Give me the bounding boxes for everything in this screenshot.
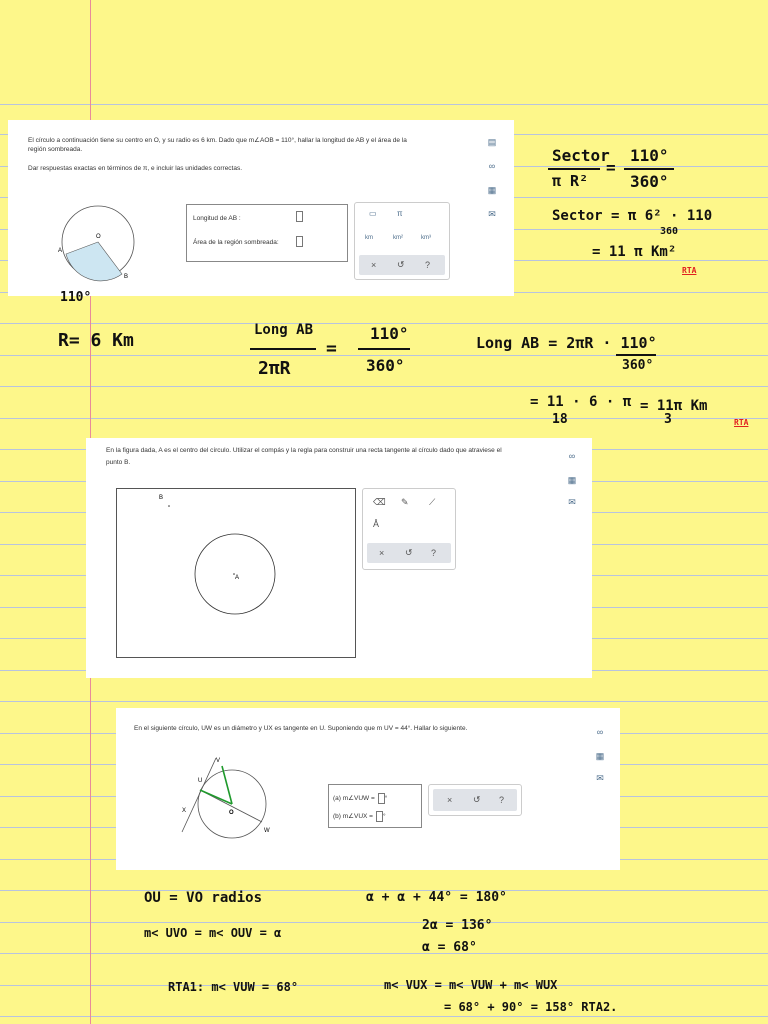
label-x: X (182, 808, 187, 814)
degree-symbol: ° (382, 813, 386, 821)
question-text-line2: punto B. (106, 459, 131, 466)
hw-sector-line: Sector = π 6² · 110 (552, 208, 713, 224)
fraction-key[interactable]: ▭ (369, 209, 377, 218)
hw-long-ab: Long AB (254, 322, 314, 338)
hw-frac-line (548, 168, 600, 170)
answer-box (186, 204, 348, 262)
hw-frac-110: 110° (370, 324, 409, 343)
mail-icon[interactable]: ✉ (568, 497, 576, 507)
help-button[interactable]: ? (425, 260, 431, 270)
hw-long-calc-den: 18 (552, 412, 568, 427)
hw-r-eq: R= 6 Km (58, 330, 134, 351)
label-b: B (124, 274, 129, 280)
hw-frac-line (624, 168, 674, 170)
undo-button[interactable]: ↺ (405, 547, 413, 558)
longitud-input[interactable] (296, 211, 303, 222)
math-keypad (354, 202, 450, 280)
hw-long-den: 360° (622, 358, 654, 373)
answer-a-row (333, 793, 387, 804)
mail-icon[interactable]: ✉ (488, 209, 496, 219)
hw-frac-line (358, 348, 410, 350)
label-b: B (159, 495, 164, 501)
answer-a-label: (a) m∠VUW = (333, 795, 375, 803)
question-text-line1: El círculo a continuación tiene su centro en O, y su radio es 6 km. Dado que m∠AOB = 110°, hallar la longitud de AB y el área de la (28, 137, 407, 144)
hw-frac-line (250, 348, 316, 350)
hw-sector-result: = 11 π Km² (592, 244, 677, 260)
answer-b-row (333, 811, 386, 822)
compass-icon[interactable]: Å (373, 519, 380, 529)
hw-pi-r2: π R² (552, 172, 589, 190)
construction-figure (117, 489, 355, 657)
problem-card-diameter (116, 708, 620, 870)
keypad-action-bar (359, 255, 445, 275)
answer-a-input[interactable] (378, 793, 385, 804)
label-w: W (264, 828, 270, 834)
km2-key[interactable]: km² (393, 235, 403, 241)
hw-long-calc-left: = 11 · 6 · π (530, 394, 632, 410)
point-a (233, 573, 235, 575)
glasses-icon[interactable]: ∞ (596, 727, 604, 737)
clear-button[interactable]: × (371, 260, 377, 270)
hw-alpha-val: α = 68° (422, 940, 477, 955)
longitud-label: Longitud de AB : (193, 215, 241, 222)
hw-m-uvo: m< UVO = m< OUV = α (144, 926, 282, 940)
circle-sector-figure (56, 202, 146, 282)
label-o: O (229, 810, 234, 816)
help-button[interactable]: ? (431, 548, 437, 558)
km3-key[interactable]: km³ (421, 235, 431, 241)
answer-box (328, 784, 422, 828)
hw-rta-a: RTA1: m< VUW = 68° (168, 980, 299, 994)
question-text-line3: Dar respuestas exactas en términos de π, e incluir las unidades correctas. (28, 165, 243, 172)
hw-ou-vo: OU = VO radios (144, 890, 263, 906)
hw-angle-note: 110° (60, 290, 92, 305)
pencil-icon[interactable]: ✎ (401, 497, 409, 507)
hw-long-formula: Long AB = 2πR · 110° (476, 334, 657, 352)
notes-icon[interactable]: ▦ (595, 751, 605, 761)
glasses-icon[interactable]: ∞ (488, 161, 496, 171)
answer-toolbar (428, 784, 522, 816)
circle-diameter-figure (176, 754, 286, 844)
question-text-line1: En la figura dada, A es el centro del círculo. Utilizar el compás y la regla para construir una recta tangente al círculo dado que atraviese el (106, 447, 502, 454)
area-label: Área de la región sombreada: (193, 239, 279, 246)
km-key[interactable]: km (365, 235, 373, 241)
question-text-line2: región sombreada. (28, 146, 83, 153)
label-a: A (235, 575, 240, 581)
hw-two-pi-r: 2πR (258, 358, 291, 379)
area-input[interactable] (296, 236, 303, 247)
point-b (168, 505, 170, 507)
hw-two-alpha: 2α = 136° (422, 918, 493, 933)
construction-tools (362, 488, 456, 570)
degree-symbol: ° (384, 795, 388, 803)
notes-icon[interactable]: ▦ (487, 185, 497, 195)
hw-110: 110° (630, 146, 669, 165)
label-u: U (198, 778, 203, 784)
hw-m-vux: m< VUX = m< VUW + m< WUX (384, 978, 558, 992)
eraser-icon[interactable]: ⌫ (373, 497, 386, 507)
undo-button[interactable]: ↺ (473, 794, 481, 805)
hw-eq: = (606, 158, 616, 177)
problem-card-arc-length (8, 120, 514, 296)
hw-sector-top: Sector (552, 146, 610, 165)
mail-icon[interactable]: ✉ (596, 773, 604, 783)
problem-card-tangent (86, 438, 592, 678)
hw-frac-line (616, 354, 656, 356)
hw-rta-1: RTA (682, 266, 697, 275)
hw-frac-360: 360° (366, 356, 405, 375)
hw-eq: = (326, 338, 337, 359)
calculator-icon[interactable]: ▤ (487, 137, 497, 147)
label-v: V (216, 758, 221, 764)
tools-action-bar (367, 543, 451, 563)
hw-sector-den: 360 (660, 226, 679, 237)
label-o: O (96, 234, 101, 240)
clear-button[interactable]: × (379, 548, 385, 558)
hw-long-calc-right: = 11π Km (640, 398, 708, 414)
ruler-icon[interactable]: ⟋ (429, 497, 436, 507)
label-a: A (58, 248, 63, 254)
hw-long-calc-right-den: 3 (664, 412, 672, 427)
answer-b-label: (b) m∠VUX = (333, 813, 373, 821)
construction-canvas[interactable] (116, 488, 356, 658)
undo-button[interactable]: ↺ (397, 259, 405, 270)
question-text-line1: En el siguiente círculo, UW es un diámetro y UX es tangente en U. Suponiendo que m UV = 44°. Hallar lo siguiente. (134, 725, 468, 732)
notes-icon[interactable]: ▦ (567, 475, 577, 485)
glasses-icon[interactable]: ∞ (568, 451, 576, 461)
answer-action-bar (433, 789, 517, 811)
help-button[interactable]: ? (499, 795, 505, 805)
hw-360: 360° (630, 172, 669, 191)
answer-b-input[interactable] (376, 811, 383, 822)
hw-m-vux-val: = 68° + 90° = 158° RTA2. (444, 1000, 618, 1014)
pi-key[interactable]: π (397, 209, 403, 218)
hw-alpha-sum: α + α + 44° = 180° (366, 890, 507, 905)
hw-rta-2: RTA (734, 418, 749, 427)
clear-button[interactable]: × (447, 795, 453, 805)
